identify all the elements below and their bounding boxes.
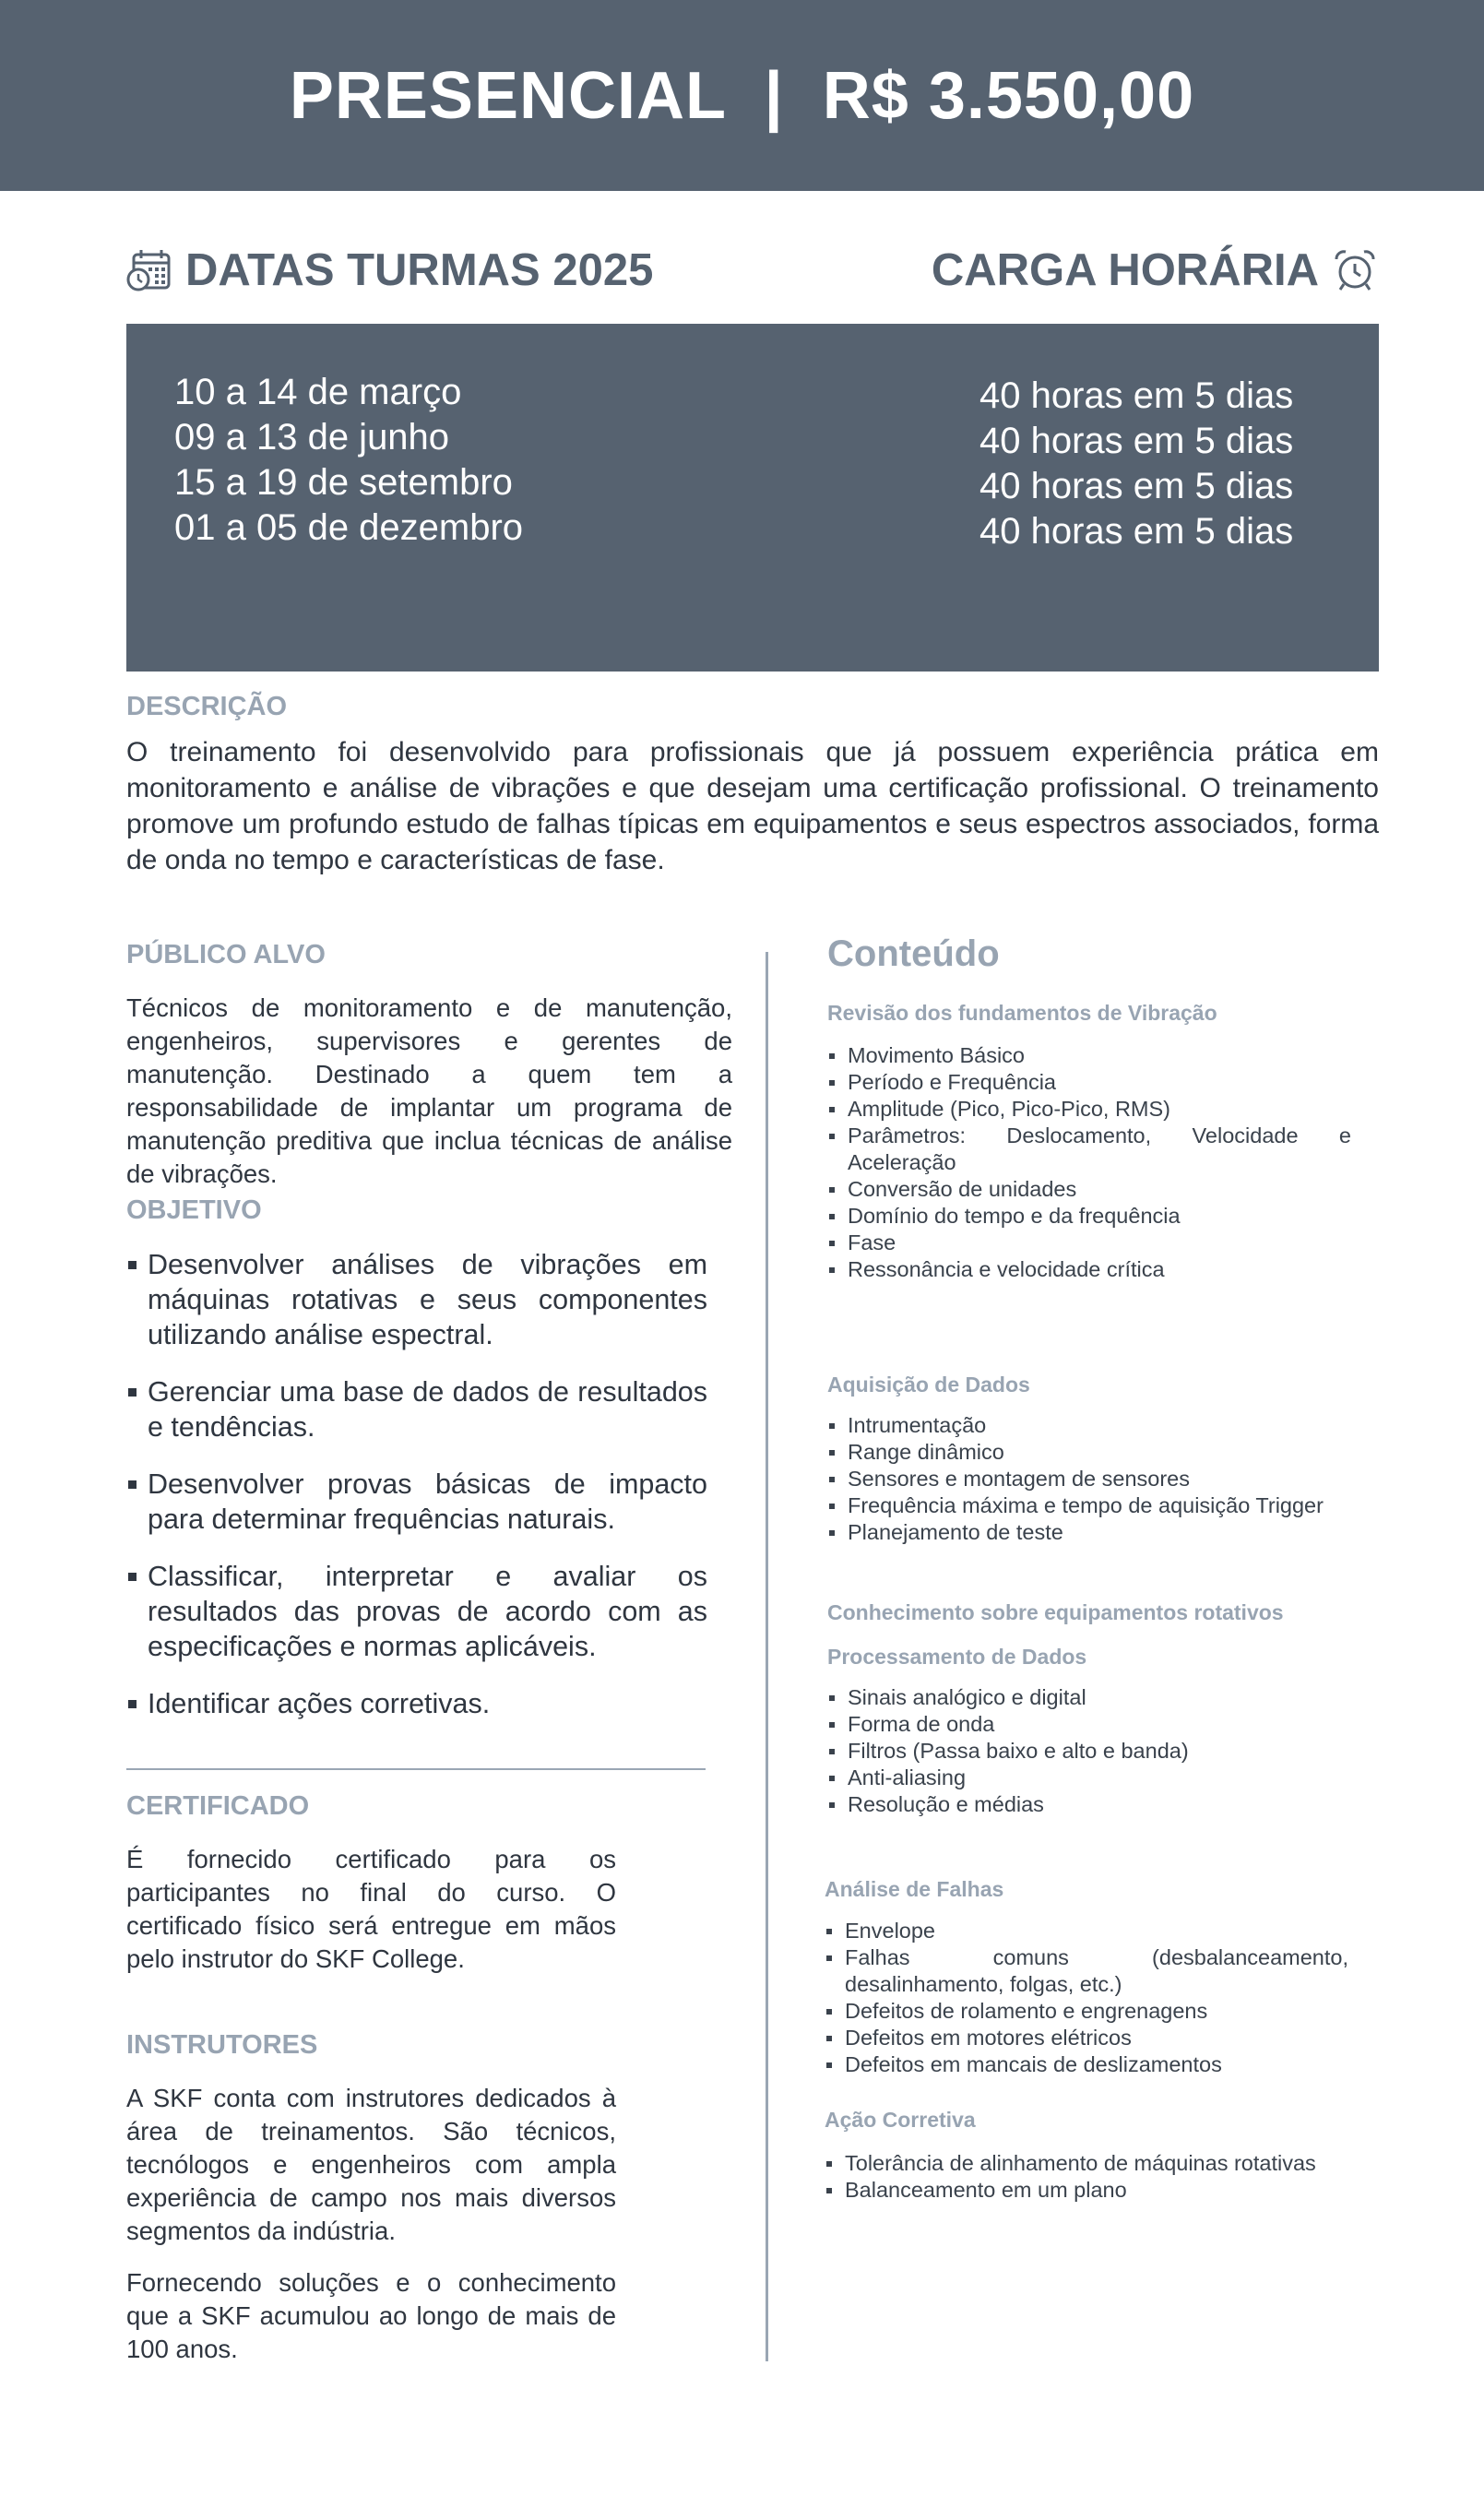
dates-heading [126, 238, 653, 303]
content-list [825, 1918, 1348, 2078]
content-item: Intrumentação [827, 1412, 1351, 1439]
content-item: Período e Frequência [827, 1069, 1351, 1096]
content-item: Balanceamento em um plano [825, 2177, 1348, 2204]
price-banner [0, 0, 1484, 191]
content-section-title: Conhecimento sobre equipamentos rotativos [827, 1600, 1284, 1624]
content-section-title: Análise de Falhas [825, 1877, 1004, 1901]
content-list [827, 1684, 1351, 1818]
date-item: 09 a 13 de junho [174, 417, 450, 458]
content-item: Domínio do tempo e da frequência [827, 1203, 1351, 1230]
objective-item: Classificar, interpretar e avaliar os resultados das provas de acordo com as especificações e normas aplicáveis. [126, 1559, 707, 1664]
hours-item: 40 horas em 5 dias [979, 421, 1294, 461]
content-item: Ressonância e velocidade crítica [827, 1256, 1351, 1283]
content-item: Defeitos em mancais de deslizamentos [825, 2051, 1348, 2078]
audience-text: Técnicos de monitoramento e de manutenção, engenheiros, supervisores e gerentes de manutenção. Destinado a quem tem a responsabilidade de implantar um programa de manutenção preditiva que inclua técnicas de análise de vibrações. [126, 993, 732, 1188]
date-item: 01 a 05 de dezembro [174, 507, 524, 548]
hours-heading [932, 238, 1378, 303]
objective-item: Gerenciar uma base de dados de resultados e tendências. [126, 1374, 707, 1444]
hours-item: 40 horas em 5 dias [979, 375, 1294, 416]
content-section-title: Ação Corretiva [825, 2108, 976, 2132]
content-section-title: Aquisição de Dados [827, 1373, 1030, 1397]
section-divider [126, 1768, 706, 1770]
objective-item: Identificar ações corretivas. [126, 1686, 707, 1721]
content-list [825, 2150, 1348, 2204]
content-section-title: Processamento de Dados [827, 1645, 1087, 1669]
content-item: Planejamento de teste [827, 1519, 1351, 1546]
content-item: Fase [827, 1230, 1351, 1256]
content-item: Movimento Básico [827, 1042, 1351, 1069]
content-section-title: Revisão dos fundamentos de Vibração [827, 1001, 1217, 1025]
content-item: Defeitos de rolamento e engrenagens [825, 1998, 1348, 2025]
content-item: Frequência máxima e tempo de aquisição Trigger [827, 1492, 1351, 1519]
content-item: Filtros (Passa baixo e alto e banda) [827, 1738, 1351, 1765]
date-item: 10 a 14 de março [174, 372, 462, 412]
banner-title: PRESENCIAL | R$ 3.550,00 [289, 58, 1195, 133]
content-item: Tolerância de alinhamento de máquinas rotativas [825, 2150, 1348, 2177]
description-text: O treinamento foi desenvolvido para profissionais que já possuem experiência prática em monitoramento e análise de vibrações e que desejam uma certificação profissional. O treinamento promove um profundo estudo de falhas típicas em equipamentos e seus espectros associados, forma de onda no tempo e características de fase. [126, 737, 1379, 875]
content-title: Conteúdo [827, 933, 1000, 974]
date-item: 15 a 19 de setembro [174, 462, 513, 503]
objective-list [126, 1247, 707, 1743]
content-item: Parâmetros: Deslocamento, Velocidade e Aceleração [827, 1123, 1351, 1176]
content-item: Envelope [825, 1918, 1348, 1944]
hours-title: CARGA HORÁRIA [931, 245, 1319, 295]
audience-label: PÚBLICO ALVO [126, 940, 326, 969]
content-item: Anti-aliasing [827, 1765, 1351, 1791]
alarm-clock-icon [1332, 247, 1378, 293]
instructors-label: INSTRUTORES [126, 2030, 318, 2060]
certificate-label: CERTIFICADO [126, 1791, 310, 1821]
content-item: Amplitude (Pico, Pico-Pico, RMS) [827, 1096, 1351, 1123]
objective-item: Desenvolver provas básicas de impacto para determinar frequências naturais. [126, 1467, 707, 1537]
instructors-paragraph: A SKF conta com instrutores dedicados à área de treinamentos. São técnicos, tecnólogos e engenheiros com ampla experiência de campo nos mais diversos segmentos da indústria. [126, 2084, 616, 2245]
content-item: Forma de onda [827, 1711, 1351, 1738]
dates-list [174, 370, 523, 551]
content-item: Falhas comuns (desbalanceamento, desalinhamento, folgas, etc.) [825, 1944, 1348, 1998]
hours-item: 40 horas em 5 dias [979, 466, 1294, 506]
objective-item: Desenvolver análises de vibrações em máquinas rotativas e seus componentes utilizando análise espectral. [126, 1247, 707, 1352]
schedule-box [126, 324, 1379, 672]
hours-item: 40 horas em 5 dias [979, 511, 1294, 552]
objective-label: OBJETIVO [126, 1195, 262, 1225]
calendar-clock-icon [126, 247, 172, 293]
description-label: DESCRIÇÃO [126, 692, 288, 721]
instructors-paragraph: Fornecendo soluções e o conhecimento que a SKF acumulou ao longo de mais de 100 anos. [126, 2268, 616, 2363]
content-item: Sinais analógico e digital [827, 1684, 1351, 1711]
certificate-text: É fornecido certificado para os participantes no final do curso. O certificado físico será entregue em mãos pelo instrutor do SKF College. [126, 1845, 616, 1973]
content-item: Defeitos em motores elétricos [825, 2025, 1348, 2051]
content-item: Sensores e montagem de sensores [827, 1466, 1351, 1492]
content-item: Resolução e médias [827, 1791, 1351, 1818]
hours-list [979, 374, 1293, 554]
content-list [827, 1042, 1351, 1283]
content-list [827, 1412, 1351, 1546]
content-item: Conversão de unidades [827, 1176, 1351, 1203]
content-item: Range dinâmico [827, 1439, 1351, 1466]
column-divider [766, 952, 768, 2361]
dates-title: DATAS TURMAS 2025 [185, 245, 654, 295]
